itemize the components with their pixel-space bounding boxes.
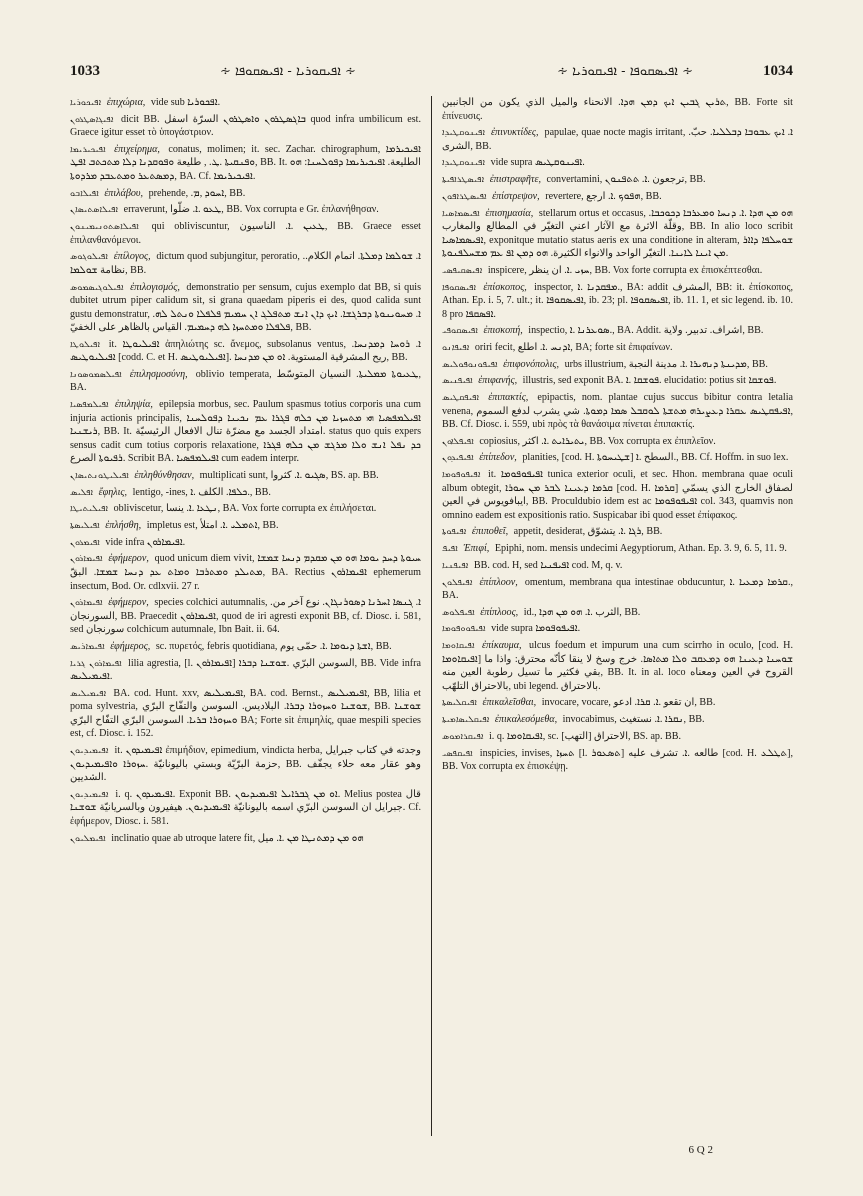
- dictionary-entry: [442, 451, 793, 465]
- entry-text: inclinatio quae ab utroque latere fit, ܗܘ ܡܢ ܕܡܬܢܛܐ ܡܢ .ܐ. ميل: [111, 832, 364, 844]
- right-column: [431, 96, 793, 1136]
- entry-headword: ܐܦܠܝܣ: [70, 486, 94, 498]
- entry-greek: ἐπιποθεῖ,: [471, 526, 509, 538]
- dictionary-entry: [70, 368, 421, 395]
- entry-headword: ܐܦܝܩܪܐܡܘܣ: [442, 730, 484, 742]
- entry-text: epipactis, nom. plantae cujus succus bibitur contra letalia venena, ܐܦܝܦܩܛܝܣ ܥܩܪܐ ܕܥܨܝܪܗ ܡܬܫܬܐ ܠܘܩܒܠ ܣܡܐ ܕܡܘܬܐ. شي يشرب لدفع السموم, BB. Cf. Diosc. i. 559, ubi πρὸς τὰ θανάσιμα πίνεται ἐπιπακτίς.: [442, 392, 793, 431]
- entry-headword: ܐܦܝܠܐܣܬܘܢܝܡܝܢܘܢ: [70, 221, 139, 233]
- entry-headword: ܐܦܝܢܘܩܛܝܕܐ: [442, 157, 486, 169]
- entry-headword: ܐܦܝܩܦܣܝ: [442, 747, 473, 759]
- entry-text: oblivio temperata, ܛܥܝܘܬܐ ܡܡܠܝܬܐ. النسيان المتوسّط, BA.: [70, 368, 422, 394]
- dictionary-entry: [442, 391, 793, 432]
- entry-greek: ἐφήμερον,: [108, 553, 149, 565]
- entry-greek: ἐπίπλοον,: [479, 576, 518, 588]
- entry-headword: ܐܦܝܡܐܪܘܢ ܓܪܝܐ: [70, 657, 122, 669]
- dictionary-entry: [70, 832, 421, 846]
- dictionary-entry: [442, 281, 793, 322]
- entry-headword: ܐܦܝܣܛܪܐܦܝܬܐ: [442, 174, 485, 186]
- dictionary-entry: [442, 606, 793, 620]
- dictionary-entry: [442, 747, 793, 774]
- entry-text: lilia agrestia, [l. ܐܦܝܡܐܪܘܢ] السوسن البرّي .ܫܘܫܢܐ ܕܒܪܐ, BB. Vide infra ܐܦܝܡܝܠܝܣ.: [70, 657, 421, 683]
- entry-headword: ܐܦܝܣܩܘܦܝ: [442, 325, 478, 337]
- entry-headword: ܐܦܝܦܝܕܘܢ: [442, 452, 474, 464]
- entry-text: vide infra ܐܦܝܡܐܪܘܢ.: [105, 536, 186, 548]
- entry-headword: ܐܦܝܟܝܪܝܡܐ: [70, 143, 106, 155]
- dictionary-entry: [70, 281, 421, 335]
- entry-greek: ἐπιφανής,: [478, 375, 518, 387]
- entry-text: vide supra ܐܦܝܦܘܦܘܡܐ.: [491, 623, 581, 635]
- entry-text: demonstratio per sensum, cujus exemplo dat BB, si quis dubitet utrum piper calidum sit, si grana quaedam piperis ei des, quod calida sunt gustu demonstratur, .ܐ. ܡܚܘܝܢܘܬܐ ܕܒܪܓܫܐ. ܐܝܟ ܕܐܢ ܐܢܫ ܡܬܦܠܓ ܐܢ ܚܡܝܡ ܦܠܦܠܐ ܘܢܬܠ ܠܗ ܦܠܦܠܐ ܘܡܬܚܙܐ ܠܗ ܕܚܡܝܡ. القياس بالظاهر على الخفيّ, BB.: [70, 281, 422, 334]
- entry-text: papulae, quae nocte magis irritant, .ܐ. ܐܝܟ ܥܒܘܒܐ ܕܒܠܠܝܐ. حبّ الشرى, BB.: [442, 127, 793, 152]
- entry-text: lentigo, -ines, ܟܠܦܐ. الكلف .ܐ., BB.: [132, 486, 271, 498]
- entry-text: dicit BB. ܒܐܓܣܛܪܘܢ ܘܐܣܛܪܘܢ السرّة اسفل quod infra umbilicum est. Graece igitur esset τὸ ὑπογάστριον.: [70, 113, 421, 139]
- entry-text: obliviscetur, ܢܛܥܐ .ܐ. ينسا, BA. Vox forte corrupta ex ἐπιλήσεται.: [113, 503, 377, 515]
- entry-text: Epiphi, nom. mensis undecimi Aegyptiorum, Athan. Ep. 3. 9, 6. 5, 11. 9.: [494, 543, 787, 555]
- dictionary-entry: [442, 207, 793, 261]
- entry-greek: ἐπικαλεῖσθαι,: [482, 697, 537, 709]
- dictionary-entry: [70, 640, 421, 654]
- entry-text: omentum, membrana qua intestinae obducuntur, ܩܪܡܐ ܕܡܥܝܐ .ܐ., BA.: [442, 576, 793, 602]
- entry-text: stellarum ortus et occasus, ܗܘ ܡܢ ܗܕܐ .ܐ. ܕܢܚܐ ܘܡܥܪܒܐ ܕܟܘܟܒܐ. وقلّة الاثرة مع الآثار اعني التغيّر في المطالع والمغارب, BB. In alio loco scribit ܐܦܝܣܡܐܣܝܐ, exponitque mutatio status aeris ex una conditione in alteram, ܫܘܚܠܦܐ ܕܐܐܪ ܡܢ ܐܝܢܐ ܠܐܝܢܐ. التغيّر الواحد والانواء الكثيرة. ܗܘ ܕܡܢ ܐܦ ܥܡ ܡܫܚܠܦܢܘܬܐ.: [442, 207, 793, 260]
- dictionary-entry: [70, 143, 421, 184]
- dictionary-entry: [70, 486, 421, 500]
- dictionary-entry: [442, 542, 793, 556]
- dictionary-entry: [442, 730, 793, 744]
- entry-greek: ἐπλήσθη,: [105, 520, 142, 532]
- entry-text: inspectio, ܣܘܥܪܢܐ .ܐ., BA. Addit. اشراف. تدبير. ولاية, BB.: [528, 325, 764, 337]
- dictionary-entry: [442, 156, 793, 170]
- dictionary-entry: [70, 250, 421, 277]
- entry-greek: ἐπληθύνθησαν,: [134, 469, 195, 481]
- dictionary-entry: [442, 576, 793, 603]
- entry-greek: ἐπιληψία,: [114, 399, 153, 411]
- entry-headword: ܐܦܝܦܐܢܘ: [442, 341, 470, 353]
- entry-headword: ܐܦܝܡܐܪܘܢ: [70, 553, 103, 565]
- header-right: [557, 63, 793, 80]
- entry-greek: ἐπιστραφῆτε,: [489, 174, 541, 186]
- entry-headword: ܐܦܝܡܠܝܘܢ: [70, 832, 106, 844]
- dictionary-entry: [70, 203, 421, 217]
- entry-text: ܬܪܝܢ ܓܒܝܢ ܐܝܟ ܕܡܢ ܗܕܐ. الانحناء والميل الذي يكون من الجانبين, BB. Forte sit ἐπίνευσις.: [442, 97, 793, 122]
- entry-text: inspicies, invises, ܬܚܙܐ [l. ܬܣܥܘܪ] طالعه .ܐ. تشرف عليه [cod. H. ܬܛܠܥ], BB. Vox corrupta ex ἐπισκέψῃ.: [442, 747, 793, 773]
- entry-text: it. ܐܦܝܦܘܦܘܡܐ tunica exterior oculi, et sec. Hhon. membrana quae oculi album obtegit, ܩܪܡܐ ܕܥܝܢܐ ܠܒܪ ܡܢ ܚܘܪܐ [cod. H. ܩܪܡܐ] لصفاق الخارج الذي يسمّي ايبافويوس في العين, BB. Proculdubio idem est ac ܐܦܝܦܘܦܘܡܐ col. 343, quamvis non omnino eadem est expositionis ratio. Suspicabar ibi quod esset ἐπίφακος.: [442, 469, 793, 521]
- dictionary-entry: [442, 324, 793, 338]
- entry-text: i. q. ܐܦܝܡܝܕܘܢ. Exponit BB. ܐܘ ܡܢ ܓܒܪܐܝܠ ܐܦܝܡܝܕܝܘܢ. Melius postea قال جبرايل ان السوسن البرّي اسمه باليونانيّة ܐܦܝܡܝܕܝܘܢ. هيفيرون وبالسريانيّة ܫܘܫܢܐ. Cf. ἐφήμερον, Diosc. i. 581.: [70, 788, 421, 827]
- entry-text: inspicere, ܚܙܝ .ܐ. ان ينظر, BB. Vox forte corrupta ex ἐπισκέπτεσθαι.: [487, 264, 763, 276]
- entry-text: copiosius, ܝܬܝܪܐܝܬ .ܐ. اكثر, BB. Vox corrupta ex ἐπιπλεῖον.: [479, 435, 716, 447]
- entry-greek: ἐπιπακτίς,: [488, 392, 529, 404]
- entry-headword: ܐܦܝܠܐܒܘ: [70, 187, 99, 199]
- entry-headword: ܐܦܝܦܘܦܘܡܐ: [442, 469, 481, 481]
- entry-headword: ܐܦܝܠܘܛܐ: [70, 338, 101, 350]
- entry-text: erraverunt, ܛܥܘ .ܐ. ضلّوا, BB. Vox corrupta e Gr. ἐπλανήθησαν.: [123, 204, 379, 216]
- entry-headword: ܐܦܝܡܪܘܢ: [70, 536, 100, 548]
- entry-greek: ἐπίστρεψον,: [492, 190, 540, 202]
- entry-text: appetit, desiderat, ܪܓܐ .ܐ. يتشوّق, BB.: [513, 526, 663, 538]
- dictionary-entry: [442, 713, 793, 727]
- entry-greek: ἐπίσκοπος,: [483, 281, 527, 293]
- dictionary-entry: [442, 374, 793, 388]
- entry-greek: ἐπιχώρια,: [106, 97, 146, 108]
- entry-headword: ܐܦܝܣܩܘܦܐ: [442, 281, 477, 293]
- entry-headword: ܐܦܝܦܢܝܣ: [442, 375, 473, 387]
- dictionary-entry: [442, 126, 793, 153]
- entry-text: BA. cod. Hunt. xxv, ܐܦܝܡܝܠܝܣ, BA. cod. Bernst., ܐܦܝܡܝܠܝܣ, BB, lilia et poma sylvestria, ܫܘܫܢܐ ܘܚܙܘܪܐ ܕܒܪܐ. البلاديس. السوسن والتفّاح البرّي, BB. ܫܘܫܢܐ ܘܚܙܘܪܐ ܒܪܝܐ. السوسن البرّي التفّاح البرّي BA; Forte sit ἐπιμηλίς, quae mespili species est, cf. Diosc. i. 152.: [70, 687, 421, 740]
- header-left: [70, 63, 356, 80]
- entry-greek: ἔφηλις,: [98, 486, 128, 498]
- entry-headword: ܐܦܝܦܠܘܢ: [442, 576, 473, 588]
- entry-text: illustris, sed exponit BA. ܦܘܫܩܐ .ܐ. elucidatio: potius sit ܦܘܫܩܐ.: [522, 375, 777, 387]
- entry-greek: ἐπίκαυμα,: [482, 640, 522, 652]
- entry-headword: ܐܦܝܦܩܛܝܣ: [442, 392, 480, 404]
- entry-headword: ܐܦܝܡܐܪܝܣ: [70, 640, 105, 652]
- dictionary-entry: [70, 552, 421, 593]
- signature-mark: 6 Q 2: [688, 1144, 713, 1156]
- dictionary-entry: [442, 435, 793, 449]
- entry-greek: ἐπιφονόπολις,: [503, 358, 560, 370]
- dictionary-entry: [70, 744, 421, 785]
- entry-text: id., الثرب .ܐ. ܗܘ ܡܢ ܗܕܐ, BB.: [523, 606, 641, 618]
- entry-text: species colchici autumnalis, .ܐ. ܓܢܣܐ ܐܚܪܢܐ ܕܣܘܪܢܓܐܢ. نوع آخر من السورنجان, BB. Praecedit ܐܦܝܡܐܪܘܢ, quod de iri agresti exponit BB, cf. Diosc. i. 581, sed سورنجان colchicum autumnale, Ibn Bait. ii. 64.: [70, 597, 421, 636]
- entry-greek: Ἐπιφί,: [463, 543, 490, 555]
- entry-greek: ἐπικαλεσόμεθα,: [494, 714, 558, 726]
- entry-text: vide supra ܐܦܝܢܘܩܛܝܣ.: [490, 157, 585, 169]
- left-page-number: 1033: [70, 62, 100, 79]
- entry-headword: ܐܦܝܦܠܘܣ: [442, 606, 475, 618]
- entry-greek: ἐπίπλοος,: [480, 606, 519, 618]
- dictionary-entry: [442, 96, 793, 123]
- entry-headword: ܐܦܝܟܘܪܝܐ: [70, 97, 102, 108]
- entry-text: impletus est, ܐܬܡܠܝ .ܐ. امتلأ, BB.: [146, 520, 279, 532]
- entry-greek: ἐπιλάβου,: [104, 187, 144, 199]
- entry-text: sc. πυρετός, febris quotidiana, ܐܫܬܐ ܕܝܘܡܐ .ܐ. حمّى يوم, BB.: [155, 640, 392, 652]
- entry-headword: ܐܦܝܠܝܣܬܐ: [70, 520, 100, 532]
- dictionary-entry: [442, 264, 793, 278]
- entry-headword: ܐܦܝܦܠܐܘܢ: [442, 435, 474, 447]
- dictionary-entry: [442, 173, 793, 187]
- entry-headword: ܐܦܝܦܘܢܘܦܘܠܝܣ: [442, 358, 498, 370]
- dictionary-entry: [442, 190, 793, 204]
- entry-text: it. ܐܦܝܡܝܕܘܢ ἐπιμήδιον, epimedium, vindicta herba, وجدته في كتاب جبرايل حزمة البرّيّة وبستي باليونانيّة .ܚܙܘܪܐ ܘܐܦܝܡܝܕܝܘܢ, BB. وهو عقار معه حلاء يجفّف الشديين.: [70, 745, 422, 784]
- entry-headword: ܐܦܝܡܐܪܘܢ: [70, 597, 103, 609]
- entry-headword: ܐܦܝܡܝܕܝܘܢ: [70, 788, 109, 800]
- entry-text: conatus, molimen; it. sec. Zachar. chirographum, ܐܦܝܟܝܪܡܐ ܘܦܢܩܝܬܐ .ܛ. , طليعة ܘܦܘܩܕܢܐ ܕܠܐ ܡܬܟܬܒ ܐܦܛ, BB. It. الطليعة. ܐܦܝܟܝܪܝܡܐ ܕܦܘܠܚܢܐ: ܗܘ ܕܡܣܬܥܪ ܘܡܬܥܒܕ ܡܪܕܘܬܐ, BA. Cf. ܐܦܝܟܝܪܝܡܐ.: [70, 143, 421, 182]
- entry-headword: ܐܦܝܠܝܬܝܛܐ: [70, 503, 109, 515]
- entry-text: qui obliviscuntur, ܛܥܝܢ .ܐ. الناسيون, BB. Graece esset ἐπιλανθανόμενοι.: [70, 221, 421, 246]
- dictionary-entry: [70, 657, 421, 684]
- dictionary-entry: [70, 687, 421, 741]
- entry-headword: ܐܦܝܢܘܩܛܝܕܐ: [442, 127, 486, 139]
- entry-greek: ἐπίπεδον,: [479, 452, 517, 464]
- entry-greek: ἐφήμερος,: [110, 640, 151, 652]
- dictionary-entry: [442, 696, 793, 710]
- entry-text: it. ܐܦܝܠܝܘܛܐ ἀπηλιώτης sc. ἄνεμος, subsolanus ventus, .ܐ. ܪܘܚܐ ܕܡܕܢܚܐ ܐܦܝܠܝܘܛܝܣ [codd. C. et H. ܐܦܝܠܝܘܛܝܣ]. ريح المشرقية المستوية. ܐܘ ܡܢ ܡܕܢܚܐ, BB.: [70, 338, 422, 364]
- entry-text: prehende, .ܐܚܘܕ ,ܡ, BB.: [148, 187, 246, 199]
- entry-text: inspector, ܡܦܩܕܢܐ .ܐ., BA: addit المشرف, BB: it. ἐπίσκοπος, Athan. Ep. i. 5, 7. ult.; it. ܐܦܝܣܩܘܦܐ, ib. 23; pl. ܐܦܝܣܩܘܦܐ, ib. 11. 1, et sic legend. ib. 10. 8 pro ܐܦܣܩܦܐ.: [442, 281, 793, 320]
- entry-headword: ܐܦܝܠܘܓܝܣܡܘܣ: [70, 281, 124, 293]
- entry-headword: ܐܦܝܦܢܝܐ: [442, 559, 469, 571]
- entry-headword: ܐܦܝܦܘܘܦܘܡܐ: [442, 623, 486, 635]
- entry-headword: ܐܦܝܣܛܪܐܦܘܢ: [442, 190, 487, 202]
- entry-headword: ܐܦܝܠܡܦܣܝܐ: [70, 399, 109, 411]
- entry-text: i. q. ܐܦܝܩܐܘܡܐ, sc. [التهب] الاحتراق, BS. ap. BB.: [488, 730, 682, 742]
- entry-text: multiplicati sunt, ܣܓܝܘ .ܐ. كثروا, BS. ap. BB.: [199, 469, 379, 481]
- dictionary-entry: [70, 788, 421, 829]
- dictionary-entry: [442, 622, 793, 636]
- dictionary-entry: [70, 96, 421, 110]
- entry-text: oriri fecit, ܐܕܢܚ .ܐ. اطلع, BA; forte sit ἐπιφαίνων.: [474, 341, 673, 353]
- dictionary-entry: [442, 358, 793, 372]
- dictionary-entry: [70, 536, 421, 550]
- dictionary-entry: [70, 338, 421, 365]
- entry-text: urbs illustrium, ܡܕܝܢܬܐ ܕܢܗܝܪܐ .ܐ. مدينة النجبة, BB.: [564, 358, 768, 370]
- entry-text: convertamini, ترجعون .ܐ. ܬܬܦܢܘܢ, BB.: [546, 174, 706, 186]
- entry-headword: ܐܦܝܣܡܐܣܝܐ: [442, 207, 480, 219]
- entry-headword: ܐܦܝܠܝܛܘܢܬܝܣܐܢ: [70, 469, 129, 481]
- left-column: [70, 96, 431, 1136]
- running-header: [70, 58, 793, 84]
- entry-text: epilepsia morbus, sec. Paulum spasmus totius corporis una cum injuria actionis principalis, ܐܦܝܠܡܦܣܝܐ ܗܝ ܡܬܚܙܝܐ ܡܢ ܟܠܗ ܦܓܪܐ ܥܡ ܢܟܝܢܐ ܕܦܘܠܚܢܐ ܪܝܫܢܝܐ, BB. It. امتداد الجسد مع مضرّة تنال الافعال الرئيسيّة. status quo quis expers sensus cadit cum totius corporis relaxatione, ܟܕ ܢܦܠ ܐܢܫ ܘܠܐ ܡܪܓܫ ܡܢ ܟܠܗ ܦܓܪܐ ܪܦܝܘܬܐ الصرع. Scribit BA. ܐܦܝܠܡܦܣܝܐ cum eadem interpr.: [70, 399, 422, 465]
- entry-headword: ܐܦܝܣܩܝܦܣܝ: [442, 264, 483, 276]
- entry-text: quod unicum diem vivit, ܚܝܘܬܐ ܕܚܕ ܝܘܡܐ ܗܘ ܡܢ ܡܩܕܡ ܕܢܚܐ ܫܡܫܐ ܡܬܝܠܕ ܘܡܬܪܒܐ ܘܡܐܬ ܥܕ ܕܢܚܐ ܫܡܫܐ. البقّ, BA. Rectius ܐܦܝܡܐܪܘܢ ephemerum insectum, Bod. Or. cdlxvii. 27 r.: [70, 553, 422, 592]
- entry-headword: ܐܦܝܠܐܣܬܝܣܐܢ: [70, 204, 119, 216]
- entry-text: BB. cod. H, sed ܐܦܝܦܢܝܐ cod. M, q. v.: [473, 559, 623, 571]
- dictionary-entry: [70, 187, 421, 201]
- right-page-number: 1034: [763, 62, 793, 79]
- dictionary-entry: [70, 469, 421, 483]
- dictionary-entry: [442, 341, 793, 355]
- entry-greek: ἐπινυκτίδες,: [491, 127, 539, 139]
- entry-headword: ܐܦܝܩܠܝܣܐܡܝܬܐ: [442, 714, 490, 726]
- entry-headword: ܐܦܝܓܐܣܛܪܘܢ: [70, 113, 114, 125]
- entry-greek: ἐφήμερον,: [108, 597, 149, 609]
- entry-greek: ἐπιλογισμός,: [130, 281, 180, 293]
- left-running-title: ∻ ܐܦܝܩܘܪܝܐ - ܐܦܝܣܩܘܦܐ ∻: [220, 63, 356, 79]
- right-running-title: ∻ ܐܦܝܣܩܘܦܐ - ܐܦܝܩܘܪܝܐ ∻: [557, 63, 693, 79]
- entry-text: invocabimus, ܢܩܪܐ .ܐ. نستغيث, BB.: [562, 714, 705, 726]
- dictionary-entry: [442, 559, 793, 573]
- entry-headword: ܐܦܝܩܠܝܣܬܐ: [442, 697, 477, 709]
- entry-headword: ܐܦܝܩܐܘܡܐ: [442, 640, 475, 652]
- dictionary-entry: [442, 639, 793, 693]
- entry-text: planities, [cod. H. ܫܛܝܚܘܬܐ] السطح .ܐ., BB. Cf. Hoffm. in suo lex.: [522, 452, 789, 464]
- entry-text: dictum quod subjungitur, peroratio, .ܐ. ܫܘܠܡܐ ܕܡܠܬܐ. اتمام الكلام. نظامة ܫܘܠܡܐ, BB.: [70, 251, 422, 276]
- text-columns: [70, 96, 793, 1136]
- entry-text: invocare, vocare, ان تقعو .ܐ. ܩܪܐ. ادعو, BB.: [541, 697, 716, 709]
- entry-text: vide sub ܐܦܟܘܪܝܐ.: [150, 97, 221, 108]
- dictionary-entry: [70, 519, 421, 533]
- entry-headword: ܐܦܝܠܘܓܘܣ: [70, 251, 108, 263]
- entry-greek: ἐπίλογος,: [113, 251, 151, 263]
- entry-headword: ܐܦܝܡܝܕܝܘܢ: [70, 745, 109, 757]
- entry-text: revertere, ܗܦܘܟ .ܐ. ارجع, BB.: [545, 190, 662, 202]
- dictionary-entry: [70, 220, 421, 247]
- entry-headword: ܐܦܝܡܝܠܝܣ: [70, 687, 107, 699]
- entry-headword: ܐܦܝܠܣܡܘܣܘܢܐ: [70, 368, 122, 380]
- entry-greek: ἐπιλησμοσύνη,: [129, 368, 188, 380]
- entry-text: ulcus foedum et impurum una cum scirrho in oculo, [cod. H. ܐܦܝܩܐܘܡܐ] ܫܘܚܢܐ ܕܥܝܢܐ ܗܘ ܕܡܥܩܒ ܘܠܐ ܡܬܐܣܐ. خرج وسخ لا ينقا كأنّه محترق: واذا ما بقي فكثير ما تسيل رطوبة العين منه, BB. It. in al. loco القروح في العين ومعناه بالاحتراق التلهّب, ubi legend. بالاحتراق.: [442, 640, 793, 692]
- entry-headword: ܐܦܝܦܘܬܐ: [442, 526, 467, 538]
- dictionary-entry: [442, 468, 793, 522]
- entry-greek: ἐπιχείρημα,: [114, 143, 160, 155]
- dictionary-entry: [442, 525, 793, 539]
- dictionary-entry: [70, 113, 421, 140]
- entry-headword: ܐܦܝܦ: [442, 543, 458, 555]
- dictionary-entry: [70, 398, 421, 466]
- dictionary-entry: [70, 596, 421, 637]
- dictionary-entry: [70, 502, 421, 516]
- entry-greek: ἐπισκοπή,: [483, 325, 523, 337]
- entry-greek: ἐπισημασία,: [485, 207, 534, 219]
